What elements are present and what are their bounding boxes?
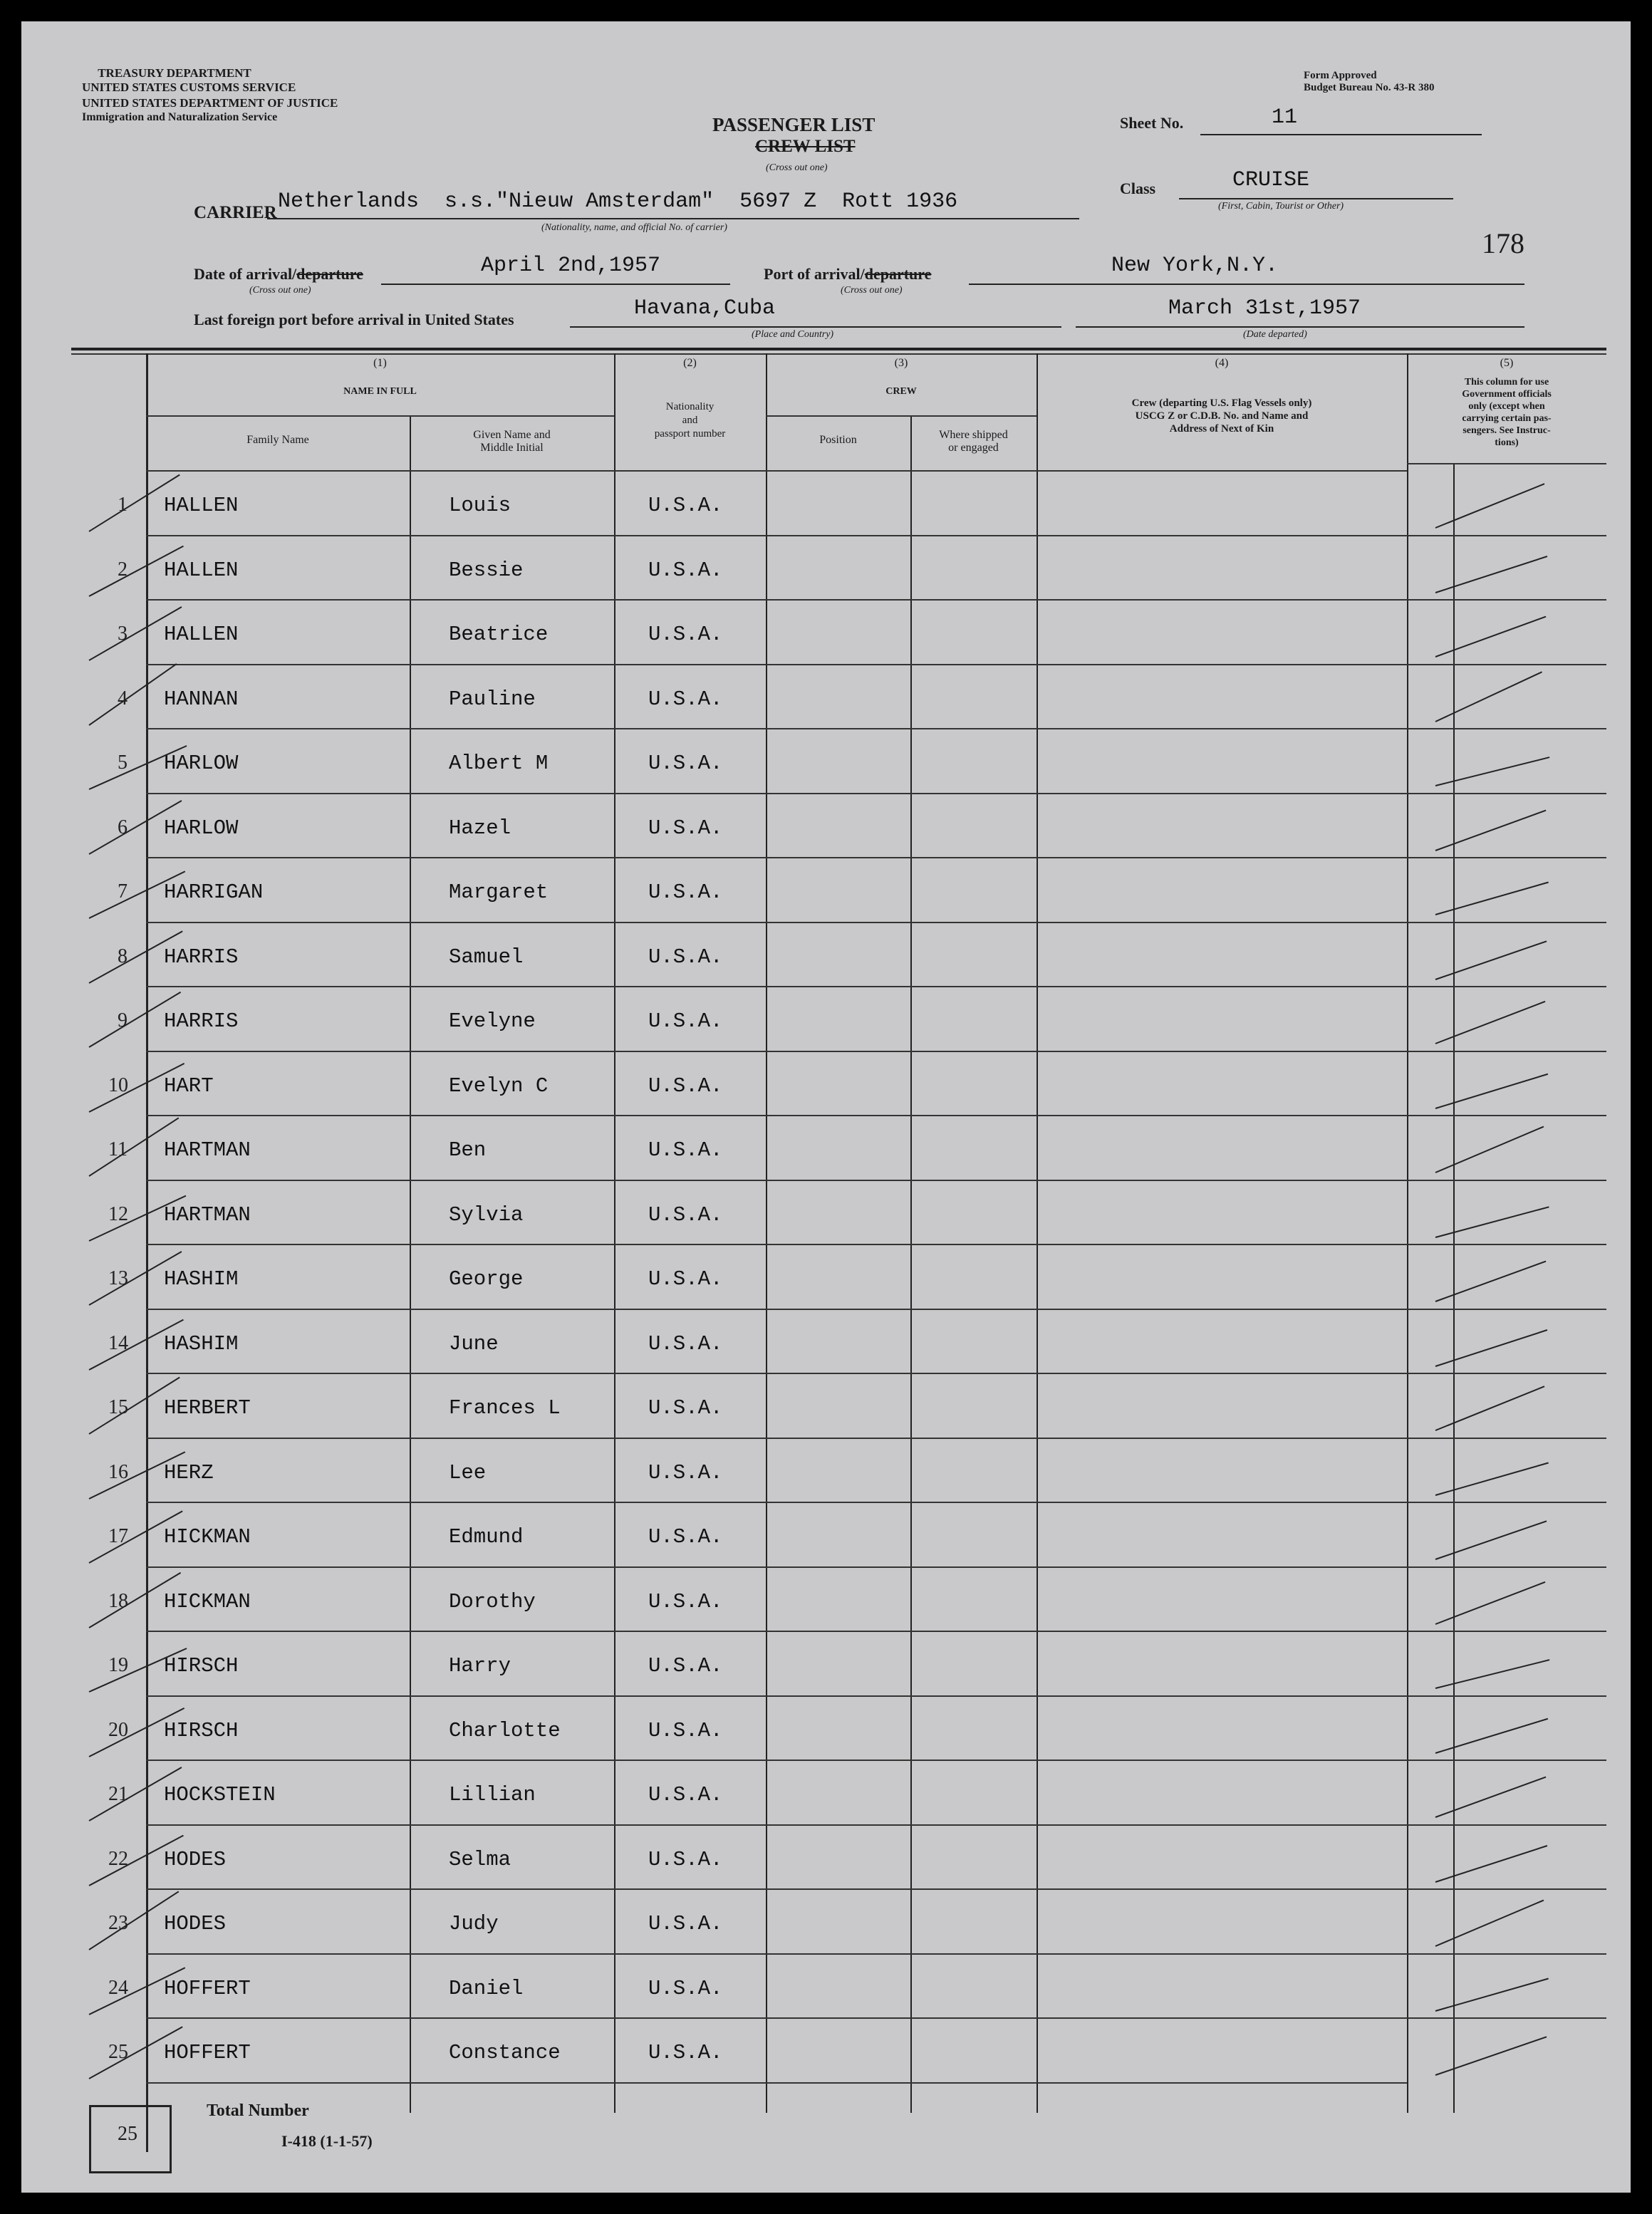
carrier-caption: (Nationality, name, and official No. of carrier) (541, 222, 727, 233)
row-number: 7 (118, 880, 128, 903)
carrier-value: Netherlands s.s."Nieuw Amsterdam" 5697 Z Rott 1936 (278, 189, 958, 214)
given-name-cell: Beatrice (449, 623, 549, 647)
row-number: 8 (118, 945, 128, 967)
family-name-cell: HARTMAN (164, 1138, 251, 1163)
family-name-cell: HARRIS (164, 945, 239, 969)
check-mark (1435, 616, 1547, 658)
family-name-cell: HASHIM (164, 1331, 239, 1356)
given-name-cell: Evelyne (449, 1009, 536, 1034)
cross-out-caption: (Cross out one) (766, 162, 828, 173)
row-number: 25 (108, 2041, 128, 2064)
agency-line: UNITED STATES CUSTOMS SERVICE (82, 80, 296, 94)
col-position: Position (819, 434, 857, 446)
check-mark (1435, 1001, 1546, 1044)
form-approved-line: Budget Bureau No. 43-R 380 (1304, 82, 1435, 93)
given-name-cell: Louis (449, 494, 511, 518)
col5-line: tions) (1495, 437, 1519, 448)
given-name-cell: Daniel (449, 1976, 524, 2000)
row-number: 22 (108, 1847, 128, 1870)
check-mark (1435, 671, 1542, 722)
total-box-value: 25 (118, 2123, 137, 2145)
nationality-cell: U.S.A. (648, 1847, 723, 1871)
check-mark (1435, 1261, 1547, 1302)
last-port-value: Havana,Cuba (634, 296, 776, 321)
col-where-shipped (910, 429, 1037, 454)
given-name-cell: Hazel (449, 816, 511, 840)
family-name-cell: HALLEN (164, 558, 239, 582)
given-name-cell: Harry (449, 1654, 511, 1678)
nationality-cell: U.S.A. (648, 752, 723, 776)
nationality-cell: U.S.A. (648, 1718, 723, 1742)
port-label-text: Port of arrival/ (764, 265, 865, 283)
col5-line: only (except when (1468, 401, 1545, 412)
row-number: 12 (108, 1202, 128, 1225)
port-label-crossed: departure (864, 265, 932, 283)
col5-line: sengers. See Instruc- (1463, 425, 1551, 436)
nationality-cell: U.S.A. (648, 1396, 723, 1420)
form-title: PASSENGER LIST (712, 114, 876, 135)
date-cross-caption: (Cross out one) (249, 285, 311, 296)
check-mark (1435, 1581, 1546, 1625)
given-name-cell: Lee (449, 1460, 487, 1485)
given-name-cell: June (449, 1331, 499, 1356)
col4-line: Crew (departing U.S. Flag Vessels only) (1131, 397, 1312, 409)
nationality-cell: U.S.A. (648, 1138, 723, 1163)
check-mark (1435, 1521, 1547, 1561)
date-of-arrival-value: April 2nd,1957 (481, 254, 661, 278)
class-caption: (First, Cabin, Tourist or Other) (1218, 201, 1344, 212)
given-name-cell: Frances L (449, 1396, 561, 1420)
row-number: 10 (108, 1074, 128, 1096)
col3-number: (3) (894, 357, 908, 369)
check-mark (1435, 1329, 1548, 1367)
sheet-no-label: Sheet No. (1120, 114, 1184, 132)
given-name-cell: Dorothy (449, 1589, 536, 1613)
family-name-cell: HOFFERT (164, 1976, 251, 2000)
port-of-arrival-value: New York,N.Y. (1111, 254, 1279, 278)
given-name-cell: Sylvia (449, 1202, 524, 1227)
family-name-cell: HICKMAN (164, 1525, 251, 1549)
check-mark (1435, 940, 1547, 980)
given-name-cell: Pauline (449, 687, 536, 711)
date-departed-caption: (Date departed) (1243, 329, 1307, 340)
row-number: 18 (108, 1589, 128, 1612)
crew-list-crossed: CREW LIST (755, 137, 856, 156)
given-name-cell: Lillian (449, 1783, 536, 1807)
family-name-cell: HERBERT (164, 1396, 251, 1420)
col2-title (614, 400, 766, 441)
col2-line: and (682, 415, 698, 426)
check-mark (1435, 2037, 1547, 2077)
col5-title (1407, 376, 1606, 449)
col-shipped-line: Where shipped (939, 429, 1008, 441)
col4-line: USCG Z or C.D.B. No. and Name and (1135, 410, 1309, 422)
given-name-cell: Samuel (449, 945, 524, 969)
nationality-cell: U.S.A. (648, 1267, 723, 1292)
family-name-cell: HIRSCH (164, 1718, 239, 1742)
class-value: CRUISE (1232, 168, 1310, 192)
agency-line: TREASURY DEPARTMENT (98, 66, 251, 80)
family-name-cell: HARLOW (164, 816, 239, 840)
check-mark (1435, 556, 1548, 593)
agency-line: Immigration and Naturalization Service (82, 111, 278, 123)
date-departed-value: March 31st,1957 (1168, 296, 1361, 321)
col-given-line: Given Name and (473, 429, 551, 441)
family-name-cell: HODES (164, 1912, 227, 1936)
col5-line: Government officials (1462, 389, 1552, 400)
last-port-label: Last foreign port before arrival in United States (194, 311, 514, 328)
given-name-cell: Evelyn C (449, 1074, 549, 1098)
row-number: 21 (108, 1783, 128, 1806)
total-number-label: Total Number (207, 2101, 309, 2120)
given-name-cell: George (449, 1267, 524, 1292)
nationality-cell: U.S.A. (648, 1654, 723, 1678)
family-name-cell: HARLOW (164, 752, 239, 776)
col5-line: carrying certain pas- (1462, 413, 1552, 424)
sheet-no-value: 11 (1272, 105, 1298, 130)
check-mark (1435, 1074, 1548, 1109)
given-name-cell: Constance (449, 2041, 561, 2065)
family-name-cell: HALLEN (164, 494, 239, 518)
family-name-cell: HARTMAN (164, 1202, 251, 1227)
nationality-cell: U.S.A. (648, 1009, 723, 1034)
col2-line: passport number (654, 428, 726, 440)
nationality-cell: U.S.A. (648, 1074, 723, 1098)
nationality-cell: U.S.A. (648, 1912, 723, 1936)
port-of-arrival-label (764, 265, 931, 284)
row-number: 11 (108, 1138, 128, 1161)
row-number: 19 (108, 1654, 128, 1677)
last-port-caption: (Place and Country) (752, 329, 834, 340)
col5-line: This column for use (1464, 377, 1549, 388)
nationality-cell: U.S.A. (648, 1202, 723, 1227)
check-mark (1435, 757, 1550, 786)
family-name-cell: HANNAN (164, 687, 239, 711)
nationality-cell: U.S.A. (648, 816, 723, 840)
date-label-crossed: departure (296, 265, 363, 283)
family-name-cell: HARRIS (164, 1009, 239, 1034)
nationality-cell: U.S.A. (648, 1976, 723, 2000)
nationality-cell: U.S.A. (648, 1525, 723, 1549)
form-approved (1304, 70, 1435, 94)
passenger-list-sheet (21, 21, 1631, 2193)
form-number: I-418 (1-1-57) (281, 2132, 373, 2150)
date-label-text: Date of arrival/ (194, 265, 297, 283)
carrier-label: CARRIER (194, 203, 277, 222)
check-mark (1435, 1386, 1545, 1432)
family-name-cell: HASHIM (164, 1267, 239, 1292)
check-mark (1435, 882, 1549, 915)
nationality-cell: U.S.A. (648, 1783, 723, 1807)
check-mark (1435, 1659, 1550, 1689)
family-name-cell: HART (164, 1074, 214, 1098)
check-mark (1435, 1845, 1548, 1883)
check-mark (1435, 1900, 1544, 1947)
agency-block (82, 66, 338, 125)
check-mark (1435, 809, 1547, 851)
nationality-cell: U.S.A. (648, 1589, 723, 1613)
family-name-cell: HICKMAN (164, 1589, 251, 1613)
col-shipped-line: or engaged (948, 442, 999, 454)
given-name-cell: Charlotte (449, 1718, 561, 1742)
row-number: 13 (108, 1267, 128, 1290)
col4-title (1037, 397, 1407, 435)
row-number: 23 (108, 1912, 128, 1935)
family-name-cell: HIRSCH (164, 1654, 239, 1678)
page-number: 178 (1482, 227, 1524, 259)
given-name-cell: Selma (449, 1847, 511, 1871)
nationality-cell: U.S.A. (648, 623, 723, 647)
nationality-cell: U.S.A. (648, 1460, 723, 1485)
nationality-cell: U.S.A. (648, 945, 723, 969)
col5-number: (5) (1500, 357, 1514, 369)
date-of-arrival-label (194, 265, 363, 284)
col2-number: (2) (683, 357, 697, 369)
nationality-cell: U.S.A. (648, 494, 723, 518)
class-label: Class (1120, 180, 1156, 197)
col-given-name (410, 429, 614, 454)
col-given-line: Middle Initial (480, 442, 544, 454)
check-mark (1435, 1977, 1549, 2011)
family-name-cell: HOFFERT (164, 2041, 251, 2065)
row-number: 3 (118, 623, 128, 645)
family-name-cell: HALLEN (164, 623, 239, 647)
check-mark (1435, 1777, 1547, 1818)
row-number: 2 (118, 558, 128, 581)
col4-number: (4) (1215, 357, 1229, 369)
check-mark (1435, 1206, 1549, 1238)
col4-line: Address of Next of Kin (1169, 423, 1274, 435)
nationality-cell: U.S.A. (648, 880, 723, 905)
nationality-cell: U.S.A. (648, 687, 723, 711)
col2-line: Nationality (665, 401, 715, 412)
given-name-cell: Judy (449, 1912, 499, 1936)
nationality-cell: U.S.A. (648, 1331, 723, 1356)
row-number: 15 (108, 1396, 128, 1419)
given-name-cell: Ben (449, 1138, 487, 1163)
row-number: 17 (108, 1525, 128, 1548)
check-mark (1435, 1462, 1549, 1495)
row-number: 16 (108, 1460, 128, 1483)
family-name-cell: HERZ (164, 1460, 214, 1485)
row-number: 24 (108, 1976, 128, 1999)
given-name-cell: Bessie (449, 558, 524, 582)
check-mark (1435, 1718, 1548, 1754)
given-name-cell: Albert M (449, 752, 549, 776)
row-number: 6 (118, 816, 128, 838)
col-family-name: Family Name (246, 434, 309, 446)
nationality-cell: U.S.A. (648, 2041, 723, 2065)
form-approved-line: Form Approved (1304, 70, 1377, 81)
nationality-cell: U.S.A. (648, 558, 723, 582)
row-number: 1 (118, 494, 128, 516)
col1-number: (1) (373, 357, 387, 369)
agency-line: UNITED STATES DEPARTMENT OF JUSTICE (82, 96, 338, 110)
row-number: 14 (108, 1331, 128, 1354)
port-cross-caption: (Cross out one) (841, 285, 903, 296)
given-name-cell: Margaret (449, 880, 549, 905)
family-name-cell: HARRIGAN (164, 880, 264, 905)
row-number: 20 (108, 1718, 128, 1741)
row-number: 4 (118, 687, 128, 710)
check-mark (1435, 1126, 1544, 1173)
col3-title: CREW (885, 386, 917, 397)
given-name-cell: Edmund (449, 1525, 524, 1549)
col1-title: NAME IN FULL (343, 386, 417, 397)
family-name-cell: HODES (164, 1847, 227, 1871)
row-number: 9 (118, 1009, 128, 1032)
row-number: 5 (118, 752, 128, 774)
check-mark (1435, 484, 1545, 529)
family-name-cell: HOCKSTEIN (164, 1783, 276, 1807)
